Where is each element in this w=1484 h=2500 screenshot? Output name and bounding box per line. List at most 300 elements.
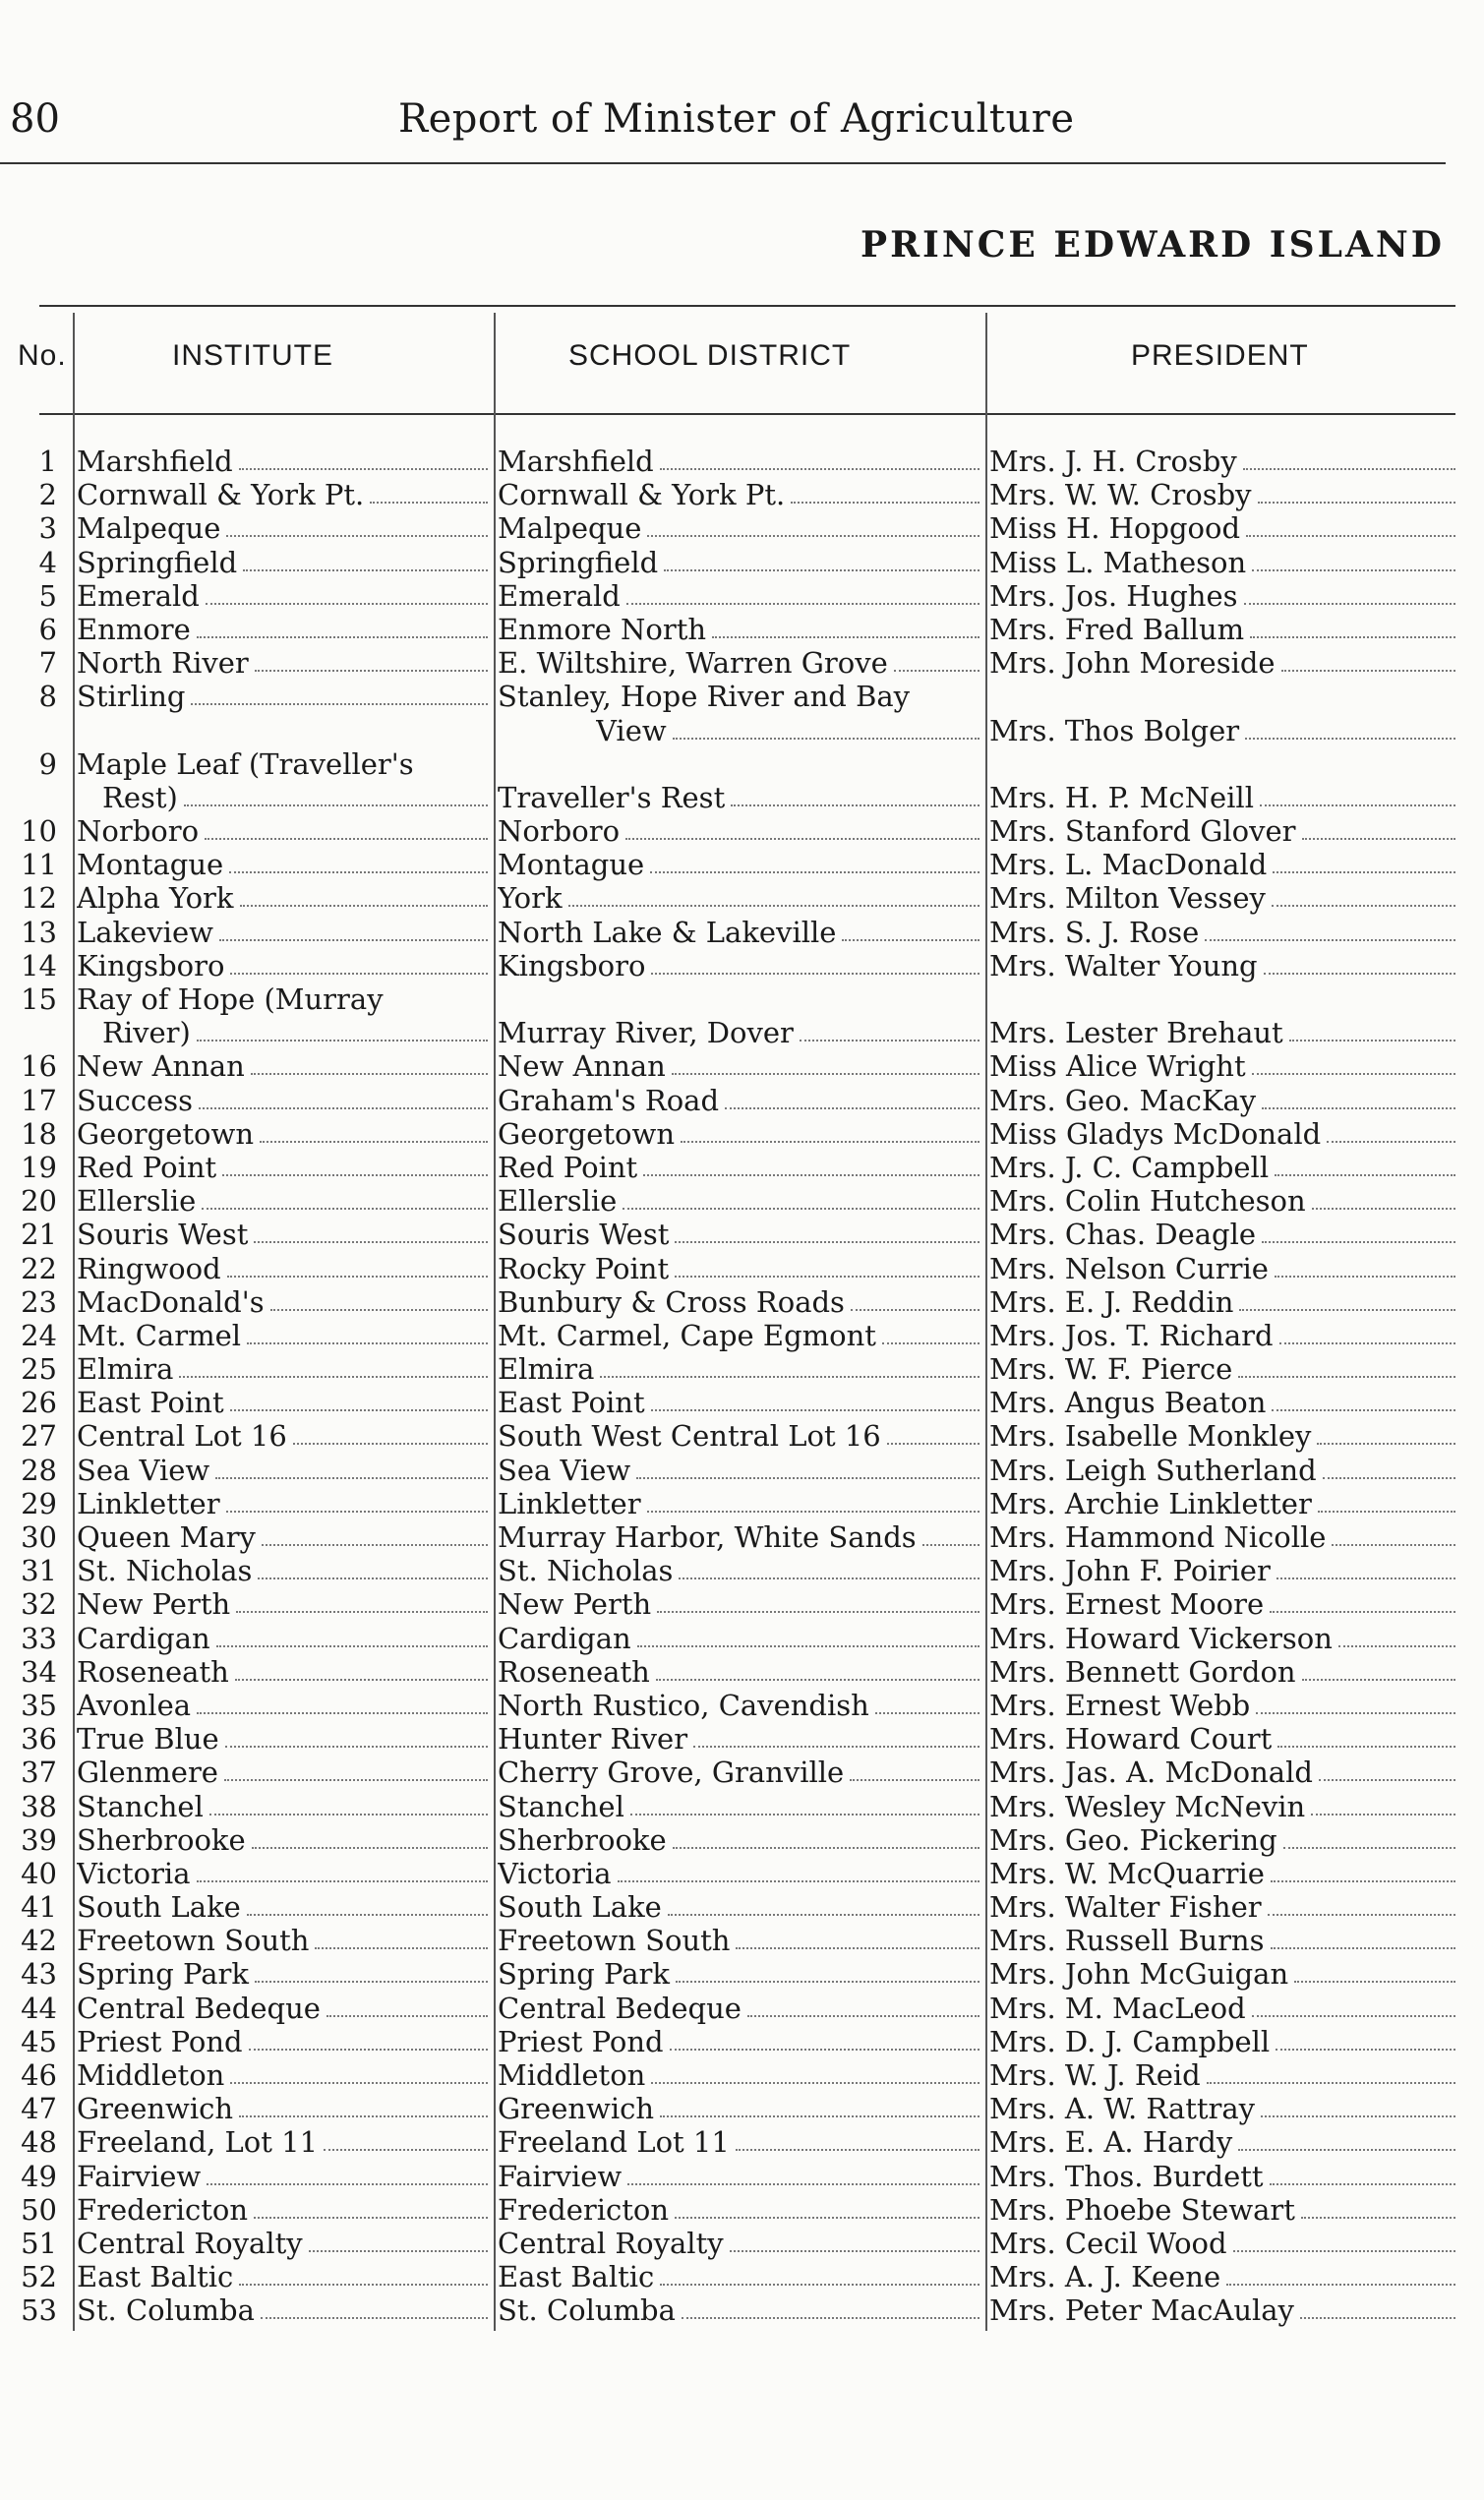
school-district (498, 546, 983, 579)
institute-name-text: Springfield (77, 545, 238, 579)
institute-name-text: Freetown South (77, 1924, 310, 1958)
column-header-institute: INSTITUTE (172, 339, 333, 372)
table-row (0, 2293, 1484, 2327)
dot-leader (225, 1746, 488, 1748)
institute-name (77, 1722, 492, 1756)
dot-leader (600, 1376, 979, 1378)
dot-leader (236, 1611, 488, 1613)
row-number-text: 7 (38, 646, 57, 681)
column-header-district: SCHOOL DISTRICT (568, 339, 852, 372)
president-name (989, 2025, 1459, 2058)
president-name (989, 1957, 1459, 1991)
institute-name (77, 1924, 492, 1957)
row-number (0, 2160, 57, 2193)
president-name (989, 613, 1459, 646)
row-number (0, 1319, 57, 1352)
row-number-text: 5 (38, 578, 57, 613)
dot-leader (712, 636, 979, 638)
institute-name-text: East Baltic (77, 2260, 234, 2294)
table-row (0, 579, 1484, 613)
running-title: Report of Minister of Agriculture (398, 96, 1075, 142)
row-number-text: 28 (21, 1453, 57, 1487)
row-number (0, 2092, 57, 2125)
row-number-text: 29 (21, 1486, 57, 1520)
school-district (498, 1554, 983, 1587)
institute-name (77, 2193, 492, 2227)
school-district-text: Fredericton (498, 2192, 670, 2227)
table-row (0, 511, 1484, 545)
dot-leader (657, 1611, 979, 1613)
dot-leader (1283, 1847, 1455, 1849)
dot-leader (675, 2217, 979, 2219)
school-district-text: Central Bedeque (498, 1991, 742, 2025)
dot-leader (800, 1040, 979, 1042)
school-district-text: Roseneath (498, 1654, 650, 1689)
dot-leader (1207, 2082, 1455, 2084)
row-number (0, 478, 57, 511)
dot-leader (1238, 2149, 1455, 2151)
institute-name (77, 2160, 492, 2193)
dot-leader (651, 973, 979, 975)
dot-leader (247, 1342, 488, 1344)
school-district-text: Kingsboro (498, 948, 646, 982)
school-district (498, 814, 983, 848)
table-header-rule (39, 413, 1455, 415)
institute-name (77, 881, 492, 915)
dot-leader (249, 2049, 488, 2051)
row-number-text: 4 (38, 545, 57, 579)
school-district-text: North Lake & Lakeville (498, 915, 837, 949)
dot-leader (1258, 502, 1455, 504)
school-district (498, 881, 983, 915)
dot-leader (747, 2015, 979, 2017)
dot-leader (270, 1309, 488, 1311)
institute-name (77, 1252, 492, 1285)
institute-name (77, 1622, 492, 1655)
institute-name (77, 1352, 492, 1386)
dot-leader (243, 569, 488, 571)
institute-name-text: Souris West (77, 1218, 249, 1252)
institute-name-text: Cardigan (77, 1621, 210, 1655)
row-number-text: 2 (38, 478, 57, 512)
president-name (989, 949, 1459, 982)
institute-name-text: Fredericton (77, 2192, 249, 2227)
row-number (0, 1419, 57, 1453)
row-number (0, 1454, 57, 1487)
institute-name-text: New Annan (77, 1049, 245, 1084)
school-district-text: Freetown South (498, 1924, 731, 1958)
dot-leader (324, 2149, 488, 2151)
dot-leader (1260, 804, 1455, 806)
school-district (498, 1016, 983, 1049)
dot-leader (1277, 1746, 1455, 1748)
school-district-text: Ellerslie (498, 1184, 618, 1219)
president-name (989, 1218, 1459, 1251)
school-district (498, 2092, 983, 2125)
dot-leader (209, 1814, 488, 1815)
school-district-text: St. Nicholas (498, 1554, 674, 1588)
school-district (498, 680, 983, 713)
row-number-text: 10 (21, 814, 57, 849)
institute-name-text: Elmira (77, 1352, 174, 1387)
dot-leader (215, 1477, 488, 1479)
school-district (498, 2058, 983, 2092)
school-district-text: Sherbrooke (498, 1822, 667, 1857)
dot-leader (197, 1040, 488, 1042)
row-number-text: 33 (21, 1621, 57, 1655)
president-name (989, 1285, 1459, 1319)
table-row (0, 2227, 1484, 2260)
president-name-text: Mrs. Thos. Burdett (989, 2159, 1264, 2193)
institute-name (77, 814, 492, 848)
row-number (0, 1084, 57, 1117)
institute-name (77, 1587, 492, 1621)
row-number-text: 44 (21, 1991, 57, 2025)
president-name-text: Mrs. John McGuigan (989, 1957, 1289, 1992)
dot-leader (647, 535, 979, 537)
dot-leader (1312, 1208, 1455, 1210)
row-number (0, 1587, 57, 1621)
dot-leader (239, 2284, 488, 2286)
school-district-text: Elmira (498, 1352, 595, 1387)
institute-name (77, 1049, 492, 1083)
row-number (0, 1386, 57, 1419)
president-name (989, 1520, 1459, 1554)
president-name (989, 881, 1459, 915)
institute-name-text: Central Royalty (77, 2226, 303, 2260)
president-name-text: Mrs. Phoebe Stewart (989, 2192, 1295, 2227)
president-name (989, 2058, 1459, 2092)
school-district (498, 1722, 983, 1756)
row-number (0, 680, 57, 713)
dot-leader (1270, 1611, 1455, 1613)
institute-name-text: Cornwall & York Pt. (77, 478, 365, 512)
row-number-text: 18 (21, 1116, 57, 1151)
table-row (0, 1857, 1484, 1890)
institute-name-text: Emerald (77, 578, 200, 613)
row-number-text: 31 (21, 1554, 57, 1588)
president-name (989, 1756, 1459, 1789)
dot-leader (675, 1276, 979, 1278)
institute-name-continued-text: Rest) (102, 780, 178, 814)
president-name-text: Mrs. J. H. Crosby (989, 445, 1237, 478)
president-name (989, 2193, 1459, 2227)
president-name-text: Miss Alice Wright (989, 1049, 1246, 1084)
dot-leader (730, 2250, 979, 2252)
table-row (0, 982, 1484, 1049)
row-number (0, 848, 57, 881)
dot-leader (179, 1376, 488, 1378)
school-district (498, 848, 983, 881)
dot-leader (260, 1141, 488, 1143)
row-number-text: 11 (21, 848, 57, 882)
president-name-text: Mrs. Geo. MacKay (989, 1083, 1257, 1117)
institute-name (77, 1084, 492, 1117)
row-number (0, 2260, 57, 2293)
dot-leader (1246, 535, 1455, 537)
institute-name (77, 949, 492, 982)
institute-name (77, 579, 492, 613)
dot-leader (842, 939, 979, 941)
dot-leader (922, 1544, 979, 1546)
president-name-text: Miss H. Hopgood (989, 511, 1241, 546)
institute-name (77, 2293, 492, 2327)
dot-leader (625, 838, 979, 840)
table-row (0, 2025, 1484, 2058)
row-number-text: 38 (21, 1789, 57, 1823)
row-number (0, 511, 57, 545)
institute-name (77, 1890, 492, 1924)
dot-leader (1318, 1511, 1455, 1513)
row-number (0, 1117, 57, 1151)
table-row (0, 1487, 1484, 1520)
school-district-text: East Baltic (498, 2260, 655, 2294)
president-name (989, 1622, 1459, 1655)
dot-leader (1261, 2115, 1455, 2117)
table-row (0, 1218, 1484, 1251)
president-name-text: Mrs. John Moreside (989, 646, 1276, 681)
row-number (0, 2125, 57, 2159)
school-district (498, 1957, 983, 1991)
institute-name-text: Queen Mary (77, 1520, 256, 1555)
institute-name (77, 1419, 492, 1453)
school-district-continued-text: View (596, 713, 667, 747)
school-district (498, 613, 983, 646)
school-district-text: Traveller's Rest (498, 780, 726, 814)
institute-name (77, 1689, 492, 1722)
president-name (989, 1151, 1459, 1184)
institute-name (77, 2025, 492, 2058)
table-row (0, 1554, 1484, 1587)
dot-leader (1272, 905, 1455, 907)
school-district-text: St. Columba (498, 2293, 676, 2328)
school-district (498, 781, 983, 814)
dot-leader (227, 1276, 488, 1278)
institute-name-continued (102, 1016, 492, 1049)
school-district (498, 1252, 983, 1285)
president-name (989, 1587, 1459, 1621)
school-district (498, 1049, 983, 1083)
president-name-text: Mrs. Leigh Sutherland (989, 1453, 1317, 1487)
president-name (989, 1487, 1459, 1520)
row-number (0, 1520, 57, 1554)
dot-leader (1250, 636, 1455, 638)
dot-leader (240, 905, 489, 907)
table-row (0, 546, 1484, 579)
row-number (0, 2025, 57, 2058)
dot-leader (197, 1712, 488, 1714)
dot-leader (643, 1174, 979, 1176)
institute-name-text: Alpha York (77, 881, 234, 916)
row-number (0, 747, 57, 781)
dot-leader (230, 973, 488, 975)
president-name (989, 1049, 1459, 1083)
president-name-text: Mrs. Angus Beaton (989, 1386, 1267, 1420)
row-number-text: 30 (21, 1520, 57, 1555)
school-district-text: Hunter River (498, 1722, 688, 1756)
institute-name-text: Maple Leaf (Traveller's (77, 746, 414, 781)
row-number (0, 1689, 57, 1722)
dot-leader (731, 804, 979, 806)
row-number (0, 1890, 57, 1924)
school-district-text: New Perth (498, 1587, 652, 1622)
institute-name (77, 1655, 492, 1689)
school-district (498, 1689, 983, 1722)
institute-name-text: Linkletter (77, 1486, 220, 1520)
dot-leader (1301, 2217, 1455, 2219)
institute-name-text: East Point (77, 1386, 224, 1420)
president-name-text: Miss L. Matheson (989, 545, 1247, 579)
dot-leader (630, 1814, 979, 1815)
president-name (989, 1857, 1459, 1890)
institute-name-text: Fairview (77, 2159, 202, 2193)
dot-leader (1271, 1880, 1455, 1882)
row-number (0, 1285, 57, 1319)
row-number-text: 42 (21, 1924, 57, 1958)
institute-name-text: Sea View (77, 1453, 210, 1487)
institute-name-text: Success (77, 1083, 193, 1117)
table-row (0, 916, 1484, 949)
dot-leader (1268, 1914, 1455, 1916)
row-number-text: 20 (21, 1184, 57, 1219)
president-name (989, 1319, 1459, 1352)
row-number-text: 9 (38, 746, 57, 781)
institute-name (77, 2092, 492, 2125)
dot-leader (1319, 1779, 1455, 1781)
school-district (498, 949, 983, 982)
table-row (0, 1084, 1484, 1117)
school-district (498, 916, 983, 949)
institute-name (77, 1487, 492, 1520)
dot-leader (693, 1746, 979, 1748)
school-district-text: Georgetown (498, 1116, 675, 1151)
president-name-text: Mrs. Fred Ballum (989, 612, 1245, 646)
president-name (989, 1890, 1459, 1924)
president-name (989, 2293, 1459, 2327)
school-district (498, 1587, 983, 1621)
dot-leader (1256, 1712, 1455, 1714)
institute-name-continued (102, 781, 492, 814)
president-name (989, 1689, 1459, 1722)
dot-leader (736, 2149, 979, 2151)
row-number (0, 1352, 57, 1386)
school-district (498, 1890, 983, 1924)
school-district (498, 1319, 983, 1352)
table-row (0, 881, 1484, 915)
table-row (0, 1587, 1484, 1621)
row-number-text: 47 (21, 2092, 57, 2126)
row-number-text: 41 (21, 1890, 57, 1925)
president-name (989, 1352, 1459, 1386)
dot-leader (670, 2049, 979, 2051)
president-name (989, 1790, 1459, 1823)
row-number (0, 814, 57, 848)
row-number-text: 46 (21, 2058, 57, 2093)
institute-name (77, 747, 492, 781)
dot-leader (850, 1779, 979, 1781)
president-name-text: Mrs. E. J. Reddin (989, 1284, 1234, 1319)
table-row (0, 646, 1484, 680)
dot-leader (676, 1981, 979, 1983)
institute-name-text: Ray of Hope (Murray (77, 982, 384, 1017)
row-number-text: 50 (21, 2192, 57, 2227)
table-row (0, 2160, 1484, 2193)
row-number-text: 6 (38, 612, 57, 646)
school-district-text: Murray Harbor, White Sands (498, 1520, 917, 1555)
dot-leader (1270, 2183, 1455, 2185)
president-name (989, 1184, 1459, 1218)
row-number-text: 27 (21, 1419, 57, 1454)
president-name-text: Mrs. Thos Bolger (989, 713, 1240, 747)
row-number (0, 2293, 57, 2327)
row-number-text: 34 (21, 1654, 57, 1689)
institute-name (77, 613, 492, 646)
president-name (989, 511, 1459, 545)
dot-leader (205, 838, 488, 840)
institute-name-text: Greenwich (77, 2092, 234, 2126)
dot-leader (191, 703, 488, 705)
school-district-text: Emerald (498, 578, 621, 613)
page-header (0, 96, 1484, 155)
school-district (498, 2025, 983, 2058)
institute-name (77, 1319, 492, 1352)
institute-name-text: Middleton (77, 2058, 225, 2093)
dot-leader (627, 2183, 979, 2185)
table-row (0, 949, 1484, 982)
column-header-president: PRESIDENT (1131, 339, 1309, 372)
school-district-text: Murray River, Dover (498, 1016, 794, 1050)
row-number (0, 2227, 57, 2260)
president-name-text: Mrs. A. W. Rattray (989, 2092, 1256, 2126)
institute-name-text: Montague (77, 848, 224, 882)
dot-leader (650, 871, 979, 873)
president-name (989, 2160, 1459, 2193)
institute-name-text: Enmore (77, 612, 191, 646)
table-row (0, 1285, 1484, 1319)
dot-leader (736, 1947, 979, 1949)
president-name (989, 848, 1459, 881)
table-row (0, 1722, 1484, 1756)
row-number-text: 19 (21, 1150, 57, 1184)
dot-leader (651, 2082, 979, 2084)
table-row (0, 1957, 1484, 1991)
row-number (0, 445, 57, 478)
table-row (0, 1655, 1484, 1689)
institute-name (77, 1454, 492, 1487)
row-number-text: 45 (21, 2024, 57, 2058)
dot-leader (224, 1779, 488, 1781)
dot-leader (725, 1107, 979, 1109)
table-row (0, 848, 1484, 881)
school-district-text: Souris West (498, 1218, 670, 1252)
president-name (989, 714, 1459, 747)
row-number (0, 579, 57, 613)
institute-name (77, 916, 492, 949)
dot-leader (682, 2317, 979, 2319)
dot-leader (1300, 2317, 1455, 2319)
school-district (498, 445, 983, 478)
dot-leader (1276, 1577, 1455, 1579)
school-district-text: Victoria (498, 1856, 612, 1890)
institute-name (77, 2058, 492, 2092)
table-row (0, 1823, 1484, 1857)
row-number (0, 1218, 57, 1251)
row-number-text: 23 (21, 1284, 57, 1319)
school-district-text: Cardigan (498, 1621, 631, 1655)
school-district-text: Enmore North (498, 612, 707, 646)
row-number-text: 26 (21, 1386, 57, 1420)
table-row (0, 1689, 1484, 1722)
